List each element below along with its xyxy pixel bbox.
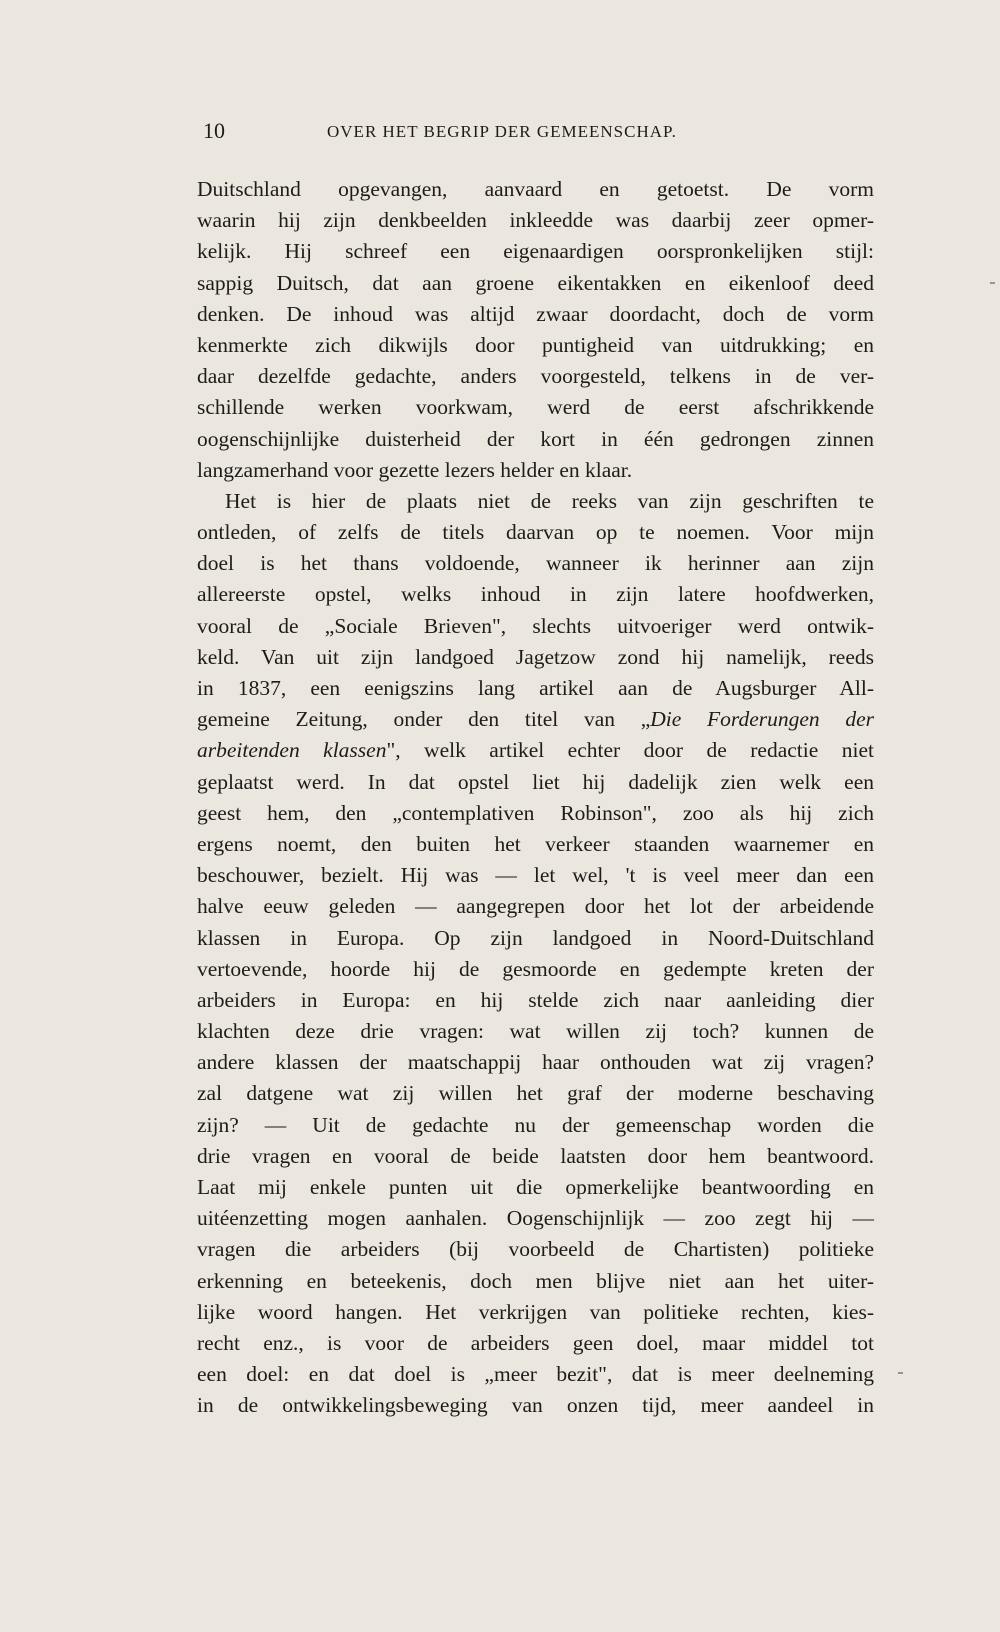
text-line: in 1837, een eenigszins lang artikel aan de Augsburger All- xyxy=(197,676,874,700)
text-line: oogenschijnlijke duisterheid der kort in één gedrongen zinnen xyxy=(197,426,874,451)
text-line: doel is het thans voldoende, wanneer ik herinner aan zijn xyxy=(197,551,874,576)
text-line: sappig Duitsch, dat aan groene eikentakken en eikenloof deed xyxy=(197,270,874,295)
text-line: daar dezelfde gedachte, anders voorgesteld, telkens in de ver- xyxy=(197,364,874,389)
text-line: ontleden, of zelfs de titels daarvan op te noemen. Voor mijn xyxy=(197,520,874,545)
italic-title: arbeitenden klassen xyxy=(197,738,387,763)
text-line: zijn? — Uit de gedachte nu der gemeenschap worden die xyxy=(197,1112,874,1137)
running-title: OVER HET BEGRIP DER GEMEENSCHAP. xyxy=(327,122,677,141)
text-line: uitéenzetting mogen aanhalen. Oogenschijnlijk — zoo zegt hij — xyxy=(197,1206,874,1231)
text-line: geest hem, den „contemplativen Robinson", zoo als hij zich xyxy=(197,800,874,825)
text-line: waarin hij zijn denkbeelden inkleedde was daarbij zeer opmer- xyxy=(197,208,874,233)
text-line: recht enz., is voor de arbeiders geen doel, maar middel tot xyxy=(197,1330,874,1355)
text-line: drie vragen en vooral de beide laatsten door hem beantwoord. xyxy=(197,1143,874,1168)
text-line: allereerste opstel, welks inhoud in zijn latere hoofdwerken, xyxy=(197,582,874,607)
italic-title: Die Forderungen der xyxy=(650,707,874,732)
text-run: ", welk artikel echter door de redactie niet xyxy=(386,738,874,763)
text-line: keld. Van uit zijn landgoed Jagetzow zond hij namelijk, reeds xyxy=(197,644,874,669)
text-line: vertoevende, hoorde hij de gesmoorde en gedempte kreten der xyxy=(197,956,874,981)
text-line: andere klassen der maatschappij haar onthouden wat zij vragen? xyxy=(197,1050,874,1075)
text-line-with-italic xyxy=(197,735,874,766)
margin-mark xyxy=(990,282,995,284)
text-line: kelijk. Hij schreef een eigenaardigen oorspronkelijken stijl: xyxy=(197,239,874,264)
text-line: in de ontwikkelingsbeweging van onzen tijd, meer aandeel in xyxy=(197,1393,874,1418)
text-line: vooral de „Sociale Brieven", slechts uitvoeriger werd ontwik- xyxy=(197,613,874,638)
margin-mark xyxy=(898,1372,903,1374)
text-line: klachten deze drie vragen: wat willen zij toch? kunnen de xyxy=(197,1019,874,1044)
paragraph-1 xyxy=(197,174,874,486)
text-line: zal datgene wat zij willen het graf der moderne beschaving xyxy=(197,1081,874,1106)
text-line: klassen in Europa. Op zijn landgoed in Noord-Duitschland xyxy=(197,925,874,950)
text-line: schillende werken voorkwam, werd de eerst afschrikkende xyxy=(197,395,874,420)
text-line: erkenning en beteekenis, doch men blijve niet aan het uiter- xyxy=(197,1268,874,1293)
text-line: Laat mij enkele punten uit die opmerkelijke beantwoording en xyxy=(197,1175,874,1199)
running-head xyxy=(197,118,874,148)
text-line: beschouwer, bezielt. Hij was — let wel, 't is veel meer dan een xyxy=(197,863,874,888)
text-line: lijke woord hangen. Het verkrijgen van politieke rechten, kies- xyxy=(197,1299,874,1324)
text-line: Duitschland opgevangen, aanvaard en getoetst. De vorm xyxy=(197,177,874,201)
text-line: denken. De inhoud was altijd zwaar doordacht, doch de vorm xyxy=(197,301,874,326)
text-line: halve eeuw geleden — aangegrepen door het lot der arbeidende xyxy=(197,894,874,919)
text-line: geplaatst werd. In dat opstel liet hij dadelijk zien welk een xyxy=(197,769,874,794)
text-line: vragen die arbeiders (bij voorbeeld de Chartisten) politieke xyxy=(197,1237,874,1262)
text-line: arbeiders in Europa: en hij stelde zich naar aanleiding dier xyxy=(197,987,874,1012)
text-line: kenmerkte zich dikwijls door puntigheid van uitdrukking; en xyxy=(197,332,874,357)
page-number: 10 xyxy=(203,118,225,143)
paragraph-2 xyxy=(197,486,874,1422)
body-text xyxy=(197,174,874,1422)
text-line: Het is hier de plaats niet de reeks van zijn geschriften te xyxy=(225,488,874,513)
text-line: langzamerhand voor gezette lezers helder en klaar. xyxy=(197,457,633,482)
text-line: ergens noemt, den buiten het verkeer staanden waarnemer en xyxy=(197,831,874,856)
text-run: gemeine Zeitung, onder den titel van „ xyxy=(197,707,651,732)
text-line: een doel: en dat doel is „meer bezit", dat is meer deelneming xyxy=(197,1362,874,1387)
text-line-with-italic xyxy=(197,704,874,735)
